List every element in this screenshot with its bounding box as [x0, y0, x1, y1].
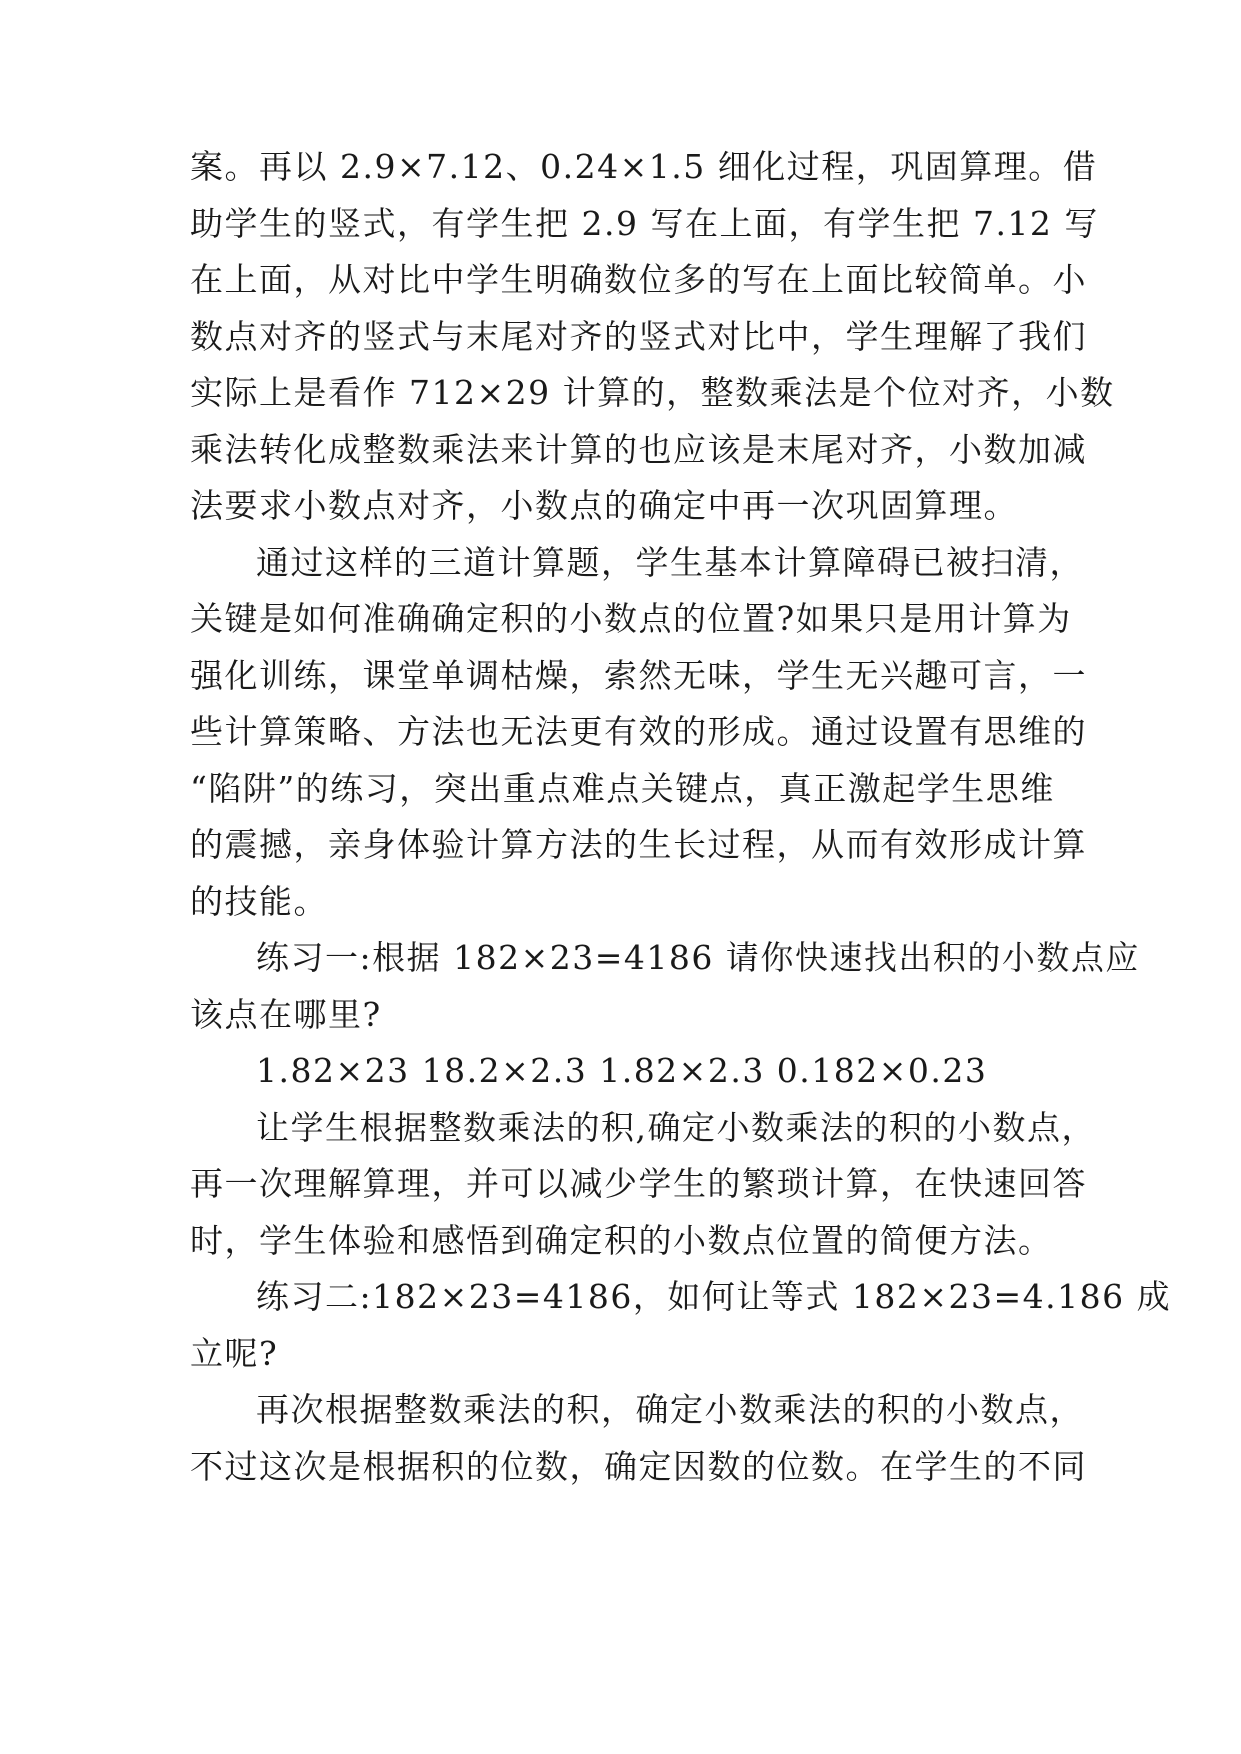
exercise-one-items: 1.82×23 18.2×2.3 1.82×2.3 0.182×0.23	[256, 1051, 988, 1090]
paragraph-first-line: 再次根据整数乘法的积，确定小数乘法的积的小数点，	[256, 1390, 1084, 1429]
text-line: 强化训练，课堂单调枯燥，索然无味，学生无兴趣可言，一	[190, 656, 1087, 695]
exercise-two-line: 练习二:182×23=4186，如何让等式 182×23=4.186 成	[256, 1277, 1172, 1316]
text-line: 的震撼，亲身体验计算方法的生长过程，从而有效形成计算	[190, 825, 1087, 864]
text-line: 法要求小数点对齐，小数点的确定中再一次巩固算理。	[190, 486, 1018, 525]
text-line: 关键是如何准确确定积的小数点的位置?如果只是用计算为	[190, 599, 1072, 638]
text-line: “陷阱”的练习，突出重点难点关键点，真正激起学生思维	[190, 769, 1055, 808]
text-line: 数点对齐的竖式与末尾对齐的竖式对比中，学生理解了我们	[190, 317, 1087, 356]
paragraph-first-line: 通过这样的三道计算题，学生基本计算障碍已被扫清，	[256, 543, 1084, 582]
text-line: 不过这次是根据积的位数，确定因数的位数。在学生的不同	[190, 1447, 1087, 1486]
text-line: 的技能。	[190, 882, 328, 921]
text-line: 在上面，从对比中学生明确数位多的写在上面比较简单。小	[190, 260, 1087, 299]
paragraph-first-line: 让学生根据整数乘法的积,确定小数乘法的积的小数点，	[256, 1108, 1096, 1147]
text-line: 些计算策略、方法也无法更有效的形成。通过设置有思维的	[190, 712, 1087, 751]
text-line: 案。再以 2.9×7.12、0.24×1.5 细化过程，巩固算理。借	[190, 147, 1098, 186]
exercise-one-line: 练习一:根据 182×23=4186 请你快速找出积的小数点应	[256, 938, 1140, 977]
text-line: 助学生的竖式，有学生把 2.9 写在上面，有学生把 7.12 写	[190, 204, 1099, 243]
text-line: 再一次理解算理，并可以减少学生的繁琐计算，在快速回答	[190, 1164, 1087, 1203]
text-line: 该点在哪里?	[190, 995, 382, 1034]
text-line: 实际上是看作 712×29 计算的，整数乘法是个位对齐，小数	[190, 373, 1115, 412]
text-line: 立呢?	[190, 1334, 279, 1373]
text-line: 时，学生体验和感悟到确定积的小数点位置的简便方法。	[190, 1221, 1053, 1260]
text-line: 乘法转化成整数乘法来计算的也应该是末尾对齐，小数加减	[190, 430, 1087, 469]
